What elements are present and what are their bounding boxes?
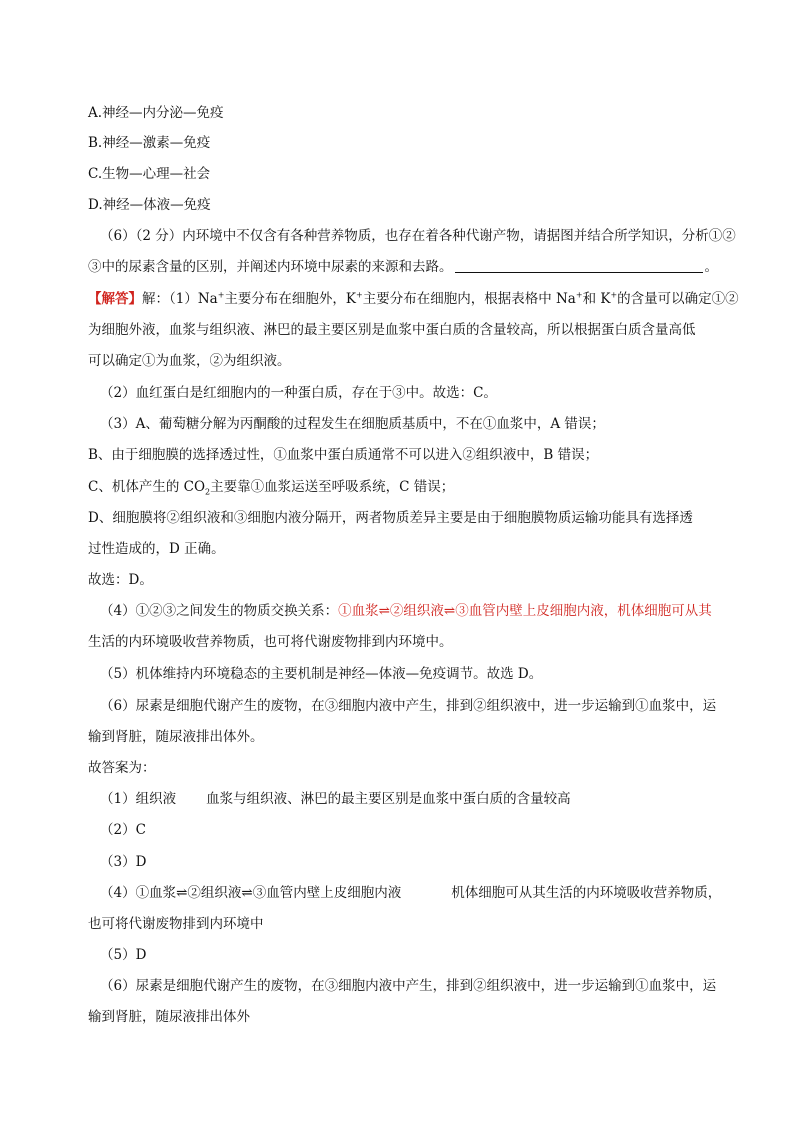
answer-text: 主要分布在细胞内，根据表格中 Na [362, 291, 576, 307]
answer-p3-a: （3）A、葡萄糖分解为丙酮酸的过程发生在细胞质基质中，不在①血浆中，A 错误； [100, 416, 605, 432]
answer-p1-line-2: 为细胞外液，血浆与组织液、淋巴的最主要区别是血浆中蛋白质的含量较高，所以根据蛋白质含量高低 [88, 322, 696, 338]
question-6-text: ③中的尿素含量的区别，并阐述内环境中尿素的来源和去路。 [88, 259, 453, 275]
answer-text: 主要分布在细胞外，K [224, 291, 356, 307]
answer-p6-line-1: （6）尿素是细胞代谢产生的废物，在③细胞内液中产生，排到②组织液中，进一步运输到①血浆中，运 [100, 698, 717, 714]
subscript: 2 [205, 487, 211, 497]
final-answer-6-line-2: 输到肾脏，随尿液排出体外 [88, 1009, 250, 1025]
final-answer-3: （3）D [100, 854, 147, 870]
answer-p3-conclusion: 故选：D。 [88, 572, 153, 588]
final-answer-4-line-2: 也可将代谢废物排到内环境中 [88, 916, 264, 932]
answer-text: C、机体产生的 CO [88, 479, 206, 495]
answer-text: 主要靠①血浆运送至呼吸系统，C 错误； [210, 479, 455, 495]
question-6-line-1: （6）（2 分）内环境中不仅含有各种营养物质，也存在着各种代谢产物，请据图并结合所学知识，分析①② [100, 228, 736, 244]
question-6-end: 。 [704, 259, 718, 275]
option-c: C.生物—心理—社会 [88, 166, 211, 182]
answer-p2: （2）血红蛋白是红细胞内的一种蛋白质，存在于③中。故选：C。 [100, 385, 497, 401]
answer-tag: 【解答】 [88, 291, 142, 307]
answer-text: （1）组织液 [100, 791, 177, 807]
answer-text: 和 K [582, 291, 611, 307]
answer-text: 解：（1）Na [142, 291, 218, 307]
question-6-line-2 [88, 257, 730, 277]
answer-p5: （5）机体维持内环境稳态的主要机制是神经—体液—免疫调节。故选 D。 [100, 666, 543, 682]
answer-p4-line-1 [100, 601, 730, 621]
answer-blank [455, 258, 703, 273]
final-answer-title: 故答案为： [88, 760, 156, 776]
superscript: + [610, 290, 618, 300]
final-answer-2: （2）C [100, 822, 146, 838]
option-b: B.神经—激素—免疫 [88, 135, 211, 151]
answer-text: （4）①血浆⇌②组织液⇌③血管内壁上皮细胞内液 [100, 885, 402, 901]
final-answer-5: （5）D [100, 947, 147, 963]
answer-p3-c [88, 477, 730, 497]
superscript: + [356, 290, 363, 300]
final-answer-4-line-1 [100, 883, 730, 903]
answer-text: （4）①②③之间发生的物质交换关系： [100, 603, 339, 619]
answer-highlight: ①血浆⇌②组织液⇌③血管内壁上皮细胞内液，机体细胞可从其 [338, 603, 712, 619]
answer-p3-d-line-2: 过性造成的，D 正确。 [88, 541, 225, 557]
superscript: + [217, 290, 225, 300]
answer-p3-d-line-1: D、细胞膜将②组织液和③细胞内液分隔开，两者物质差异主要是由于细胞膜物质运输功能具有选择透 [88, 510, 693, 526]
answer-text: 机体细胞可从其生活的内环境吸收营养物质， [451, 885, 722, 901]
answer-p1-line-3: 可以确定①为血浆，②为组织液。 [88, 353, 291, 369]
answer-p3-b: B、由于细胞膜的选择透过性，①血浆中蛋白质通常不可以进入②组织液中，B 错误； [88, 447, 599, 463]
answer-text: 的含量可以确定①② [617, 291, 739, 307]
final-answer-1 [100, 789, 730, 809]
option-d: D.神经—体液—免疫 [88, 197, 211, 213]
answer-p1-line-1 [88, 289, 739, 309]
answer-p6-line-2: 输到肾脏，随尿液排出体外。 [88, 729, 264, 745]
option-a: A.神经—内分泌—免疫 [88, 105, 224, 121]
answer-text: 血浆与组织液、淋巴的最主要区别是血浆中蛋白质的含量较高 [206, 791, 571, 807]
final-answer-6-line-1: （6）尿素是细胞代谢产生的废物，在③细胞内液中产生，排到②组织液中，进一步运输到①血浆中，运 [100, 978, 717, 994]
answer-p4-line-2: 生活的内环境吸收营养物质，也可将代谢废物排到内环境中。 [88, 634, 453, 650]
superscript: + [575, 290, 583, 300]
